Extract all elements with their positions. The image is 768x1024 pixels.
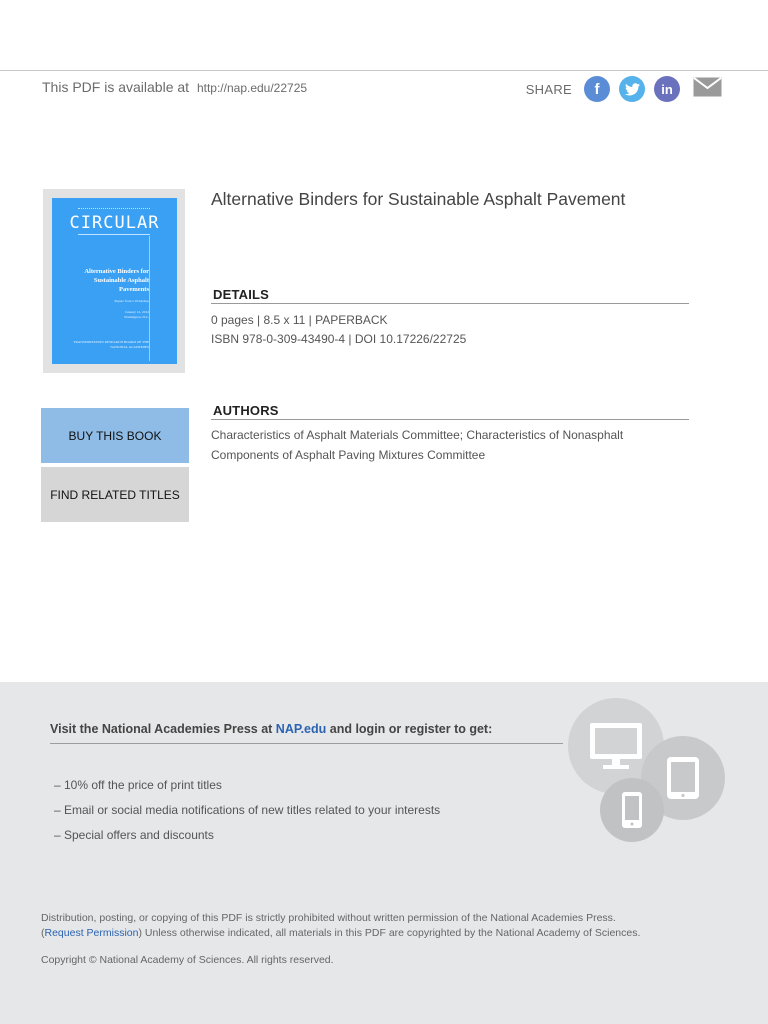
legal-line-2 — [41, 926, 640, 941]
legal-paren-open: ( — [41, 927, 45, 939]
visit-divider — [50, 743, 563, 744]
benefits-list — [54, 776, 440, 851]
phone-icon — [600, 778, 664, 842]
cover-date: January 12, 2012 — [124, 310, 149, 314]
legal-paren-close: ) — [138, 927, 142, 939]
details-heading: DETAILS — [213, 287, 270, 302]
cover-rule — [78, 234, 150, 235]
availability-label: This PDF is available at — [42, 79, 190, 95]
details-isbn-line: ISBN 978-0-309-43490-4 | DOI 10.17226/22725 — [211, 332, 467, 346]
visit-prefix: Visit the National Academies Press at — [50, 722, 276, 736]
buy-this-book-button[interactable]: BUY THIS BOOK — [41, 408, 189, 463]
copyright-notice: Copyright © National Academy of Sciences. All rights reserved. — [41, 954, 334, 966]
legal-line-1: Distribution, posting, or copying of this PDF is strictly prohibited without written permission of the National Academies Press. — [41, 912, 616, 924]
share-label: SHARE — [525, 81, 572, 97]
details-format-line: 0 pages | 8.5 x 11 | PAPERBACK — [211, 313, 388, 327]
legal-line-2-text: Unless otherwise indicated, all materials in this PDF are copyrighted by the National Academy of Sciences. — [141, 927, 641, 939]
authors-line-1: Characteristics of Asphalt Materials Committee; Characteristics of Nonasphalt — [211, 428, 624, 442]
details-divider — [211, 303, 689, 304]
cover-subtitle: Papers from a Workshop — [114, 299, 149, 303]
book-url-link[interactable]: http://nap.edu/22725 — [196, 81, 308, 95]
request-permission-link[interactable]: Request Permission — [44, 927, 139, 939]
visit-nap-heading — [50, 722, 492, 736]
authors-divider — [211, 419, 689, 420]
authors-heading: AUTHORS — [213, 403, 279, 418]
find-related-titles-button[interactable]: FIND RELATED TITLES — [41, 467, 189, 522]
footer-panel — [0, 682, 768, 1024]
cover-place: Washington, D.C. — [124, 315, 149, 319]
authors-line-2: Components of Asphalt Paving Mixtures Committee — [211, 448, 486, 462]
nap-edu-link[interactable]: NAP.edu — [275, 722, 327, 736]
cover-series-title: CIRCULAR — [69, 213, 160, 233]
email-icon[interactable] — [693, 77, 722, 102]
twitter-icon[interactable] — [619, 76, 645, 102]
book-cover-image[interactable] — [52, 198, 177, 364]
benefit-item: – Special offers and discounts — [54, 828, 214, 842]
cover-publisher: TRANSPORTATION RESEARCH BOARD OF THE NATIONAL ACADEMIES — [73, 340, 149, 349]
linkedin-icon[interactable]: in — [654, 76, 680, 102]
share-bar — [526, 76, 722, 102]
cover-vertical-rule — [149, 236, 150, 361]
header-divider — [0, 70, 768, 71]
cover-dotted-rule — [78, 208, 150, 210]
cover-book-title: Alternative Binders for Sustainable Asphalt Pavements — [84, 268, 149, 293]
availability-line — [42, 79, 307, 95]
legal-notice — [41, 911, 640, 941]
facebook-icon[interactable]: f — [584, 76, 610, 102]
visit-suffix: and login or register to get: — [326, 722, 493, 736]
benefit-item: – 10% off the price of print titles — [54, 778, 222, 792]
book-title: Alternative Binders for Sustainable Asphalt Pavement — [211, 189, 626, 209]
benefit-item: – Email or social media notifications of new titles related to your interests — [54, 803, 441, 817]
